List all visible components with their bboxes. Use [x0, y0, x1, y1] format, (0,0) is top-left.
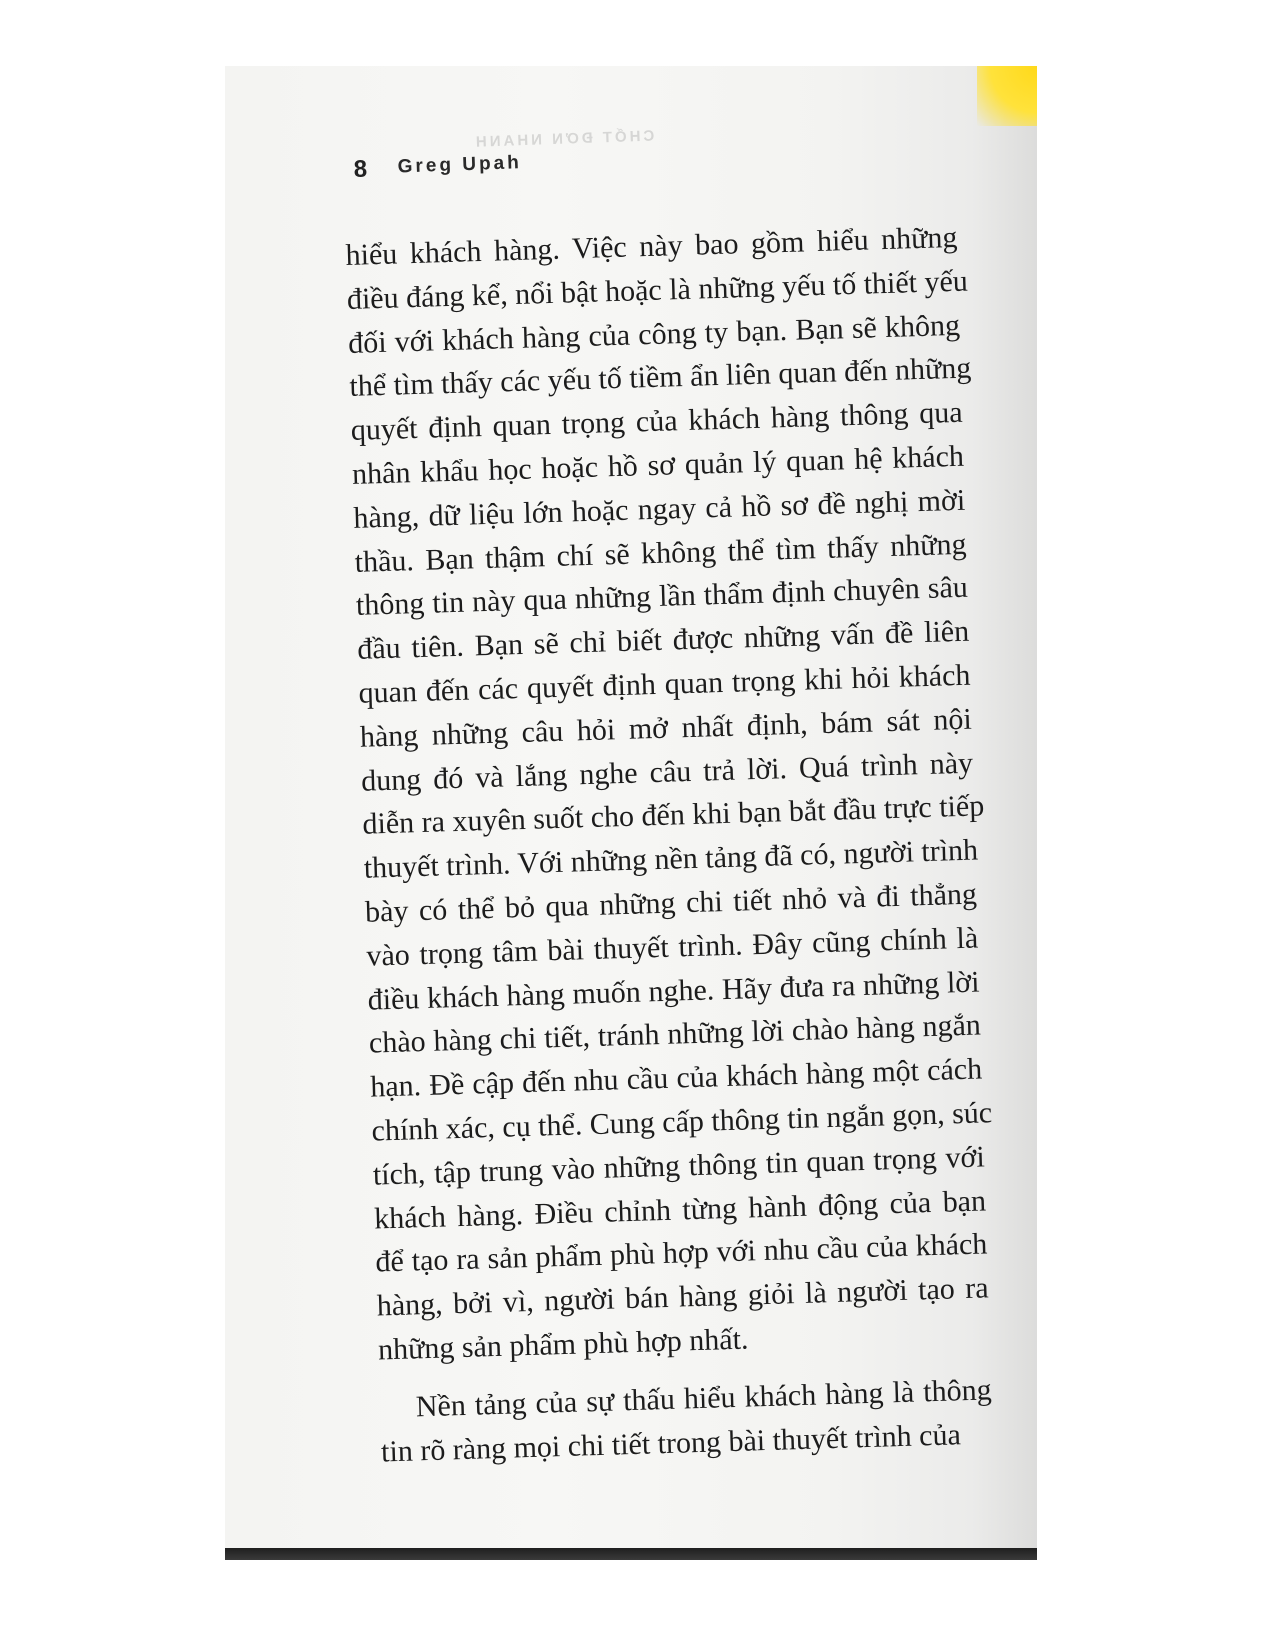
book-page	[225, 66, 1037, 1550]
text-line: quyết định quan trọng của khách hàng thông qua	[350, 395, 964, 448]
text-line: đầu tiên. Bạn sẽ chỉ biết được những vấn đề liên	[356, 614, 970, 666]
text-line: để tạo ra sản phẩm phù hợp với nhu cầu của khách	[375, 1227, 988, 1279]
text-line: nhân khẩu học hoặc hồ sơ quản lý quan hệ khách	[351, 439, 965, 491]
text-line: đối với khách hàng của công ty bạn. Bạn sẽ không	[347, 308, 961, 360]
text-line: hạn. Đề cập đến nhu cầu của khách hàng một cách	[369, 1052, 983, 1104]
paragraph-1	[345, 216, 991, 1372]
text-line: hiểu khách hàng. Việc này bao gồm hiểu những	[345, 220, 958, 272]
text-line: khách hàng. Điều chỉnh từng hành động của bạn	[373, 1183, 987, 1236]
text-line: thông tin này qua những lần thẩm định chuyên sâu	[355, 571, 969, 623]
text-line: quan đến các quyết định quan trọng khi hỏi khách	[358, 658, 971, 710]
paragraph-2	[379, 1368, 993, 1474]
mirrored-bleed-through-title: CHỐT ĐƠN NHANH	[472, 127, 655, 151]
text-line: hàng, dữ liệu lớn hoặc ngay cả hồ sơ đề nghị mời	[352, 483, 966, 535]
text-line: chính xác, cụ thể. Cung cấp thông tin ngắn gọn, súc	[371, 1096, 993, 1148]
page-number: 8	[353, 155, 368, 183]
author-name: Greg Upah	[397, 152, 523, 178]
text-line: thầu. Bạn thậm chí sẽ không thể tìm thấy những	[354, 527, 967, 579]
text-line: dung đó và lắng nghe câu trả lời. Quá trình này	[360, 746, 974, 798]
text-line: vào trọng tâm bài thuyết trình. Đây cũng chính là	[365, 921, 979, 973]
text-line: hàng, bởi vì, người bán hàng giỏi là người tạo ra	[376, 1271, 990, 1323]
page-bottom-edge-shadow	[225, 1548, 1037, 1560]
text-line: tin rõ ràng mọi chi tiết trong bài thuyết trình của	[380, 1417, 962, 1468]
text-line: điều đáng kể, nổi bật hoặc là những yếu tố thiết yếu	[346, 264, 969, 316]
running-head	[353, 127, 854, 196]
text-line: diễn ra xuyên suốt cho đến khi bạn bắt đầu trực tiếp	[362, 789, 985, 842]
text-line: thuyết trình. Với những nền tảng đã có, người trình	[363, 833, 979, 885]
body-text	[345, 216, 994, 1474]
text-line: tích, tập trung vào những thông tin quan trọng với	[372, 1140, 986, 1192]
text-line: những sản phẩm phù hợp nhất.	[377, 1322, 749, 1367]
yellow-cover-edge	[977, 66, 1037, 126]
text-line: chào hàng chi tiết, tránh những lời chào hàng ngắn	[368, 1008, 982, 1060]
text-line: Nền tảng của sự thấu hiểu khách hàng là thông	[415, 1373, 993, 1424]
text-line: hàng những câu hỏi mở nhất định, bám sát nội	[359, 702, 973, 754]
text-line: bày có thể bỏ qua những chi tiết nhỏ và đi thẳng	[364, 877, 978, 929]
text-line: thể tìm thấy các yếu tố tiềm ẩn liên quan đến những	[349, 351, 972, 404]
text-line: điều khách hàng muốn nghe. Hãy đưa ra những lời	[367, 965, 980, 1017]
